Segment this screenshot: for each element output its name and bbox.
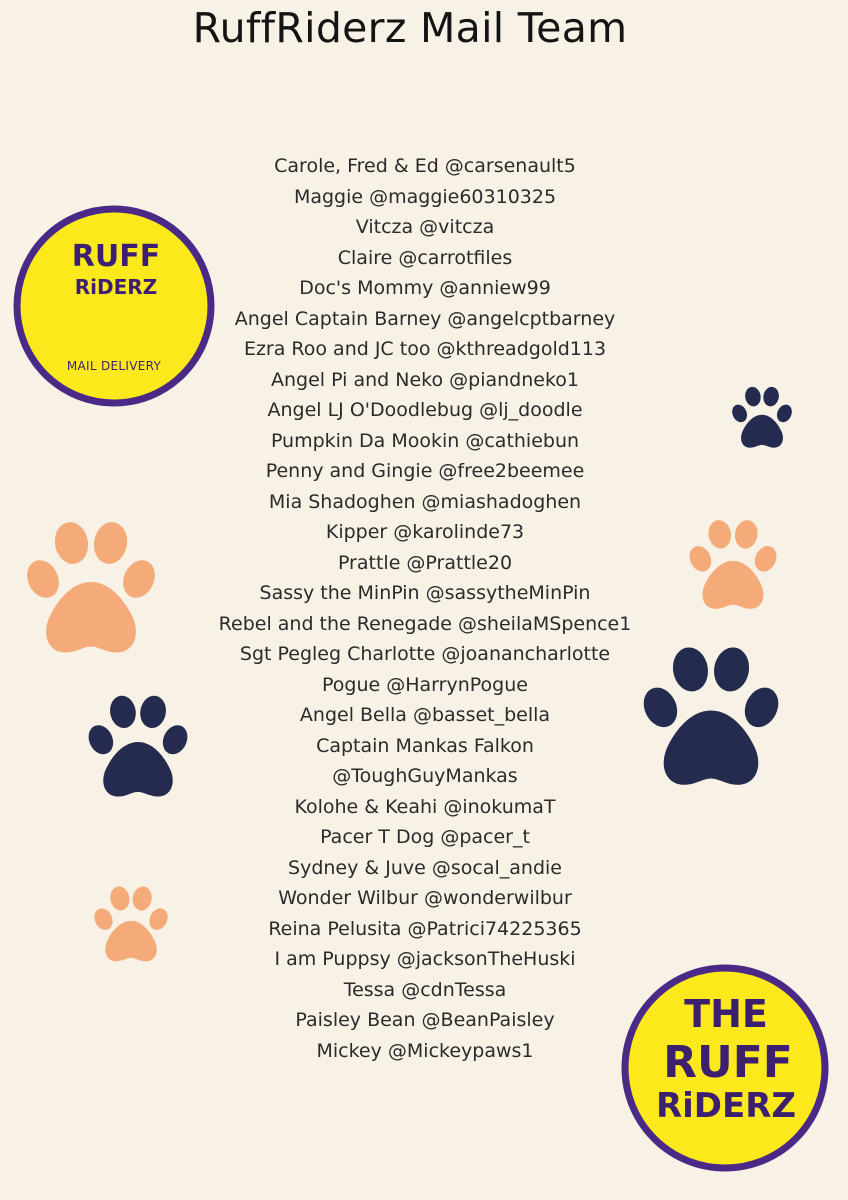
list-item: Angel Bella @basset_bella (299, 704, 551, 726)
list-item: Pumpkin Da Mookin @cathiebun (270, 429, 580, 452)
paw-print-icon (727, 383, 797, 455)
list-item: Prattle @Prattle20 (337, 551, 513, 574)
list-item: Pacer T Dog @pacer_t (320, 826, 530, 848)
logo-right-line1: THE (684, 992, 768, 1036)
list-item: Vitcza @vitcza (355, 216, 495, 238)
list-item: Rebel and the Renegade @sheilaMSpence1 (218, 612, 632, 635)
list-item: Reina Pelusita @Patrici74225365 (268, 917, 582, 940)
list-item: Sgt Pegleg Charlotte @joanancharlotte (239, 643, 611, 665)
list-item: Angel LJ O'Doodlebug @lj_doodle (267, 399, 583, 421)
logo-right-line2: RUFF (663, 1037, 793, 1088)
list-item: Pogue @HarrynPogue (322, 673, 528, 696)
logo-right-line3: RiDERZ (655, 1086, 797, 1126)
list-item: Tessa @cdnTessa (343, 978, 507, 1001)
mail-team-roster (150, 151, 700, 1066)
list-item: Penny and Gingie @free2beemee (265, 460, 585, 482)
list-item: Angel Pi and Neko @piandneko1 (271, 368, 579, 391)
list-item: Paisley Bean @BeanPaisley (295, 1009, 555, 1031)
list-item: Sassy the MinPin @sassytheMinPin (259, 582, 591, 604)
list-item: Maggie @maggie60310325 (293, 185, 557, 208)
list-item: Ezra Roo and JC too @kthreadgold113 (243, 338, 607, 360)
list-item: Angel Captain Barney @angelcptbarney (234, 307, 616, 330)
list-item: Doc's Mommy @anniew99 (299, 277, 551, 299)
list-item: I am Puppsy @jacksonTheHuski (274, 948, 576, 970)
list-item: Claire @carrotfiles (337, 246, 513, 269)
list-item: Mia Shadoghen @miashadoghen (268, 490, 582, 513)
list-item: Kipper @karolinde73 (325, 521, 525, 543)
paw-print-icon (16, 512, 166, 670)
logo-left-line2: RiDERZ (74, 275, 158, 299)
list-item: Wonder Wilbur @wonderwilbur (278, 887, 572, 909)
list-item: @ToughGuyMankas (332, 765, 518, 787)
logo-left-caption: MAIL DELIVERY (66, 359, 162, 373)
list-item: Sydney & Juve @socal_andie (288, 856, 562, 879)
list-item: Kolohe & Keahi @inokumaT (294, 795, 556, 818)
page-title: RuffRiderz Mail Team (192, 4, 628, 52)
list-item: Mickey @Mickeypaws1 (316, 1039, 534, 1062)
logo-left-line1: RUFF (71, 239, 161, 274)
list-item: Captain Mankas Falkon (316, 734, 534, 757)
list-item: Carole, Fred & Ed @carsenault5 (274, 155, 576, 177)
